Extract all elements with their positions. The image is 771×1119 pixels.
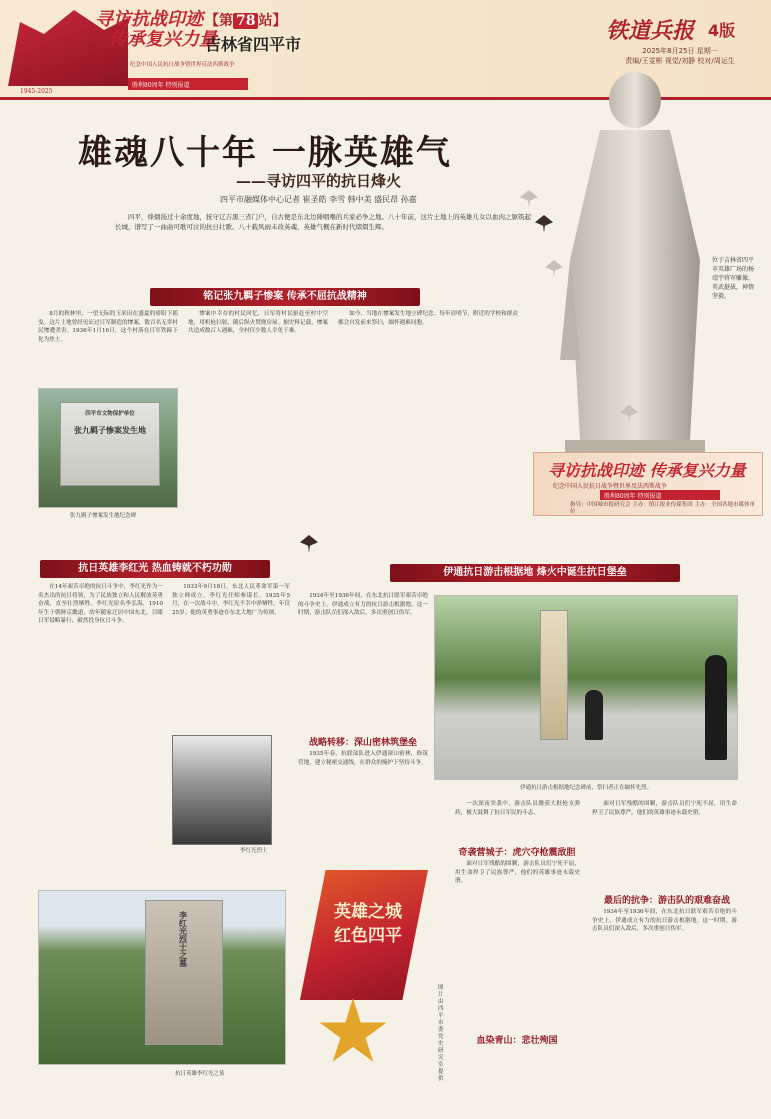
stele-photo-caption: 张九羁子惨案发生地纪念碑 (70, 513, 137, 519)
paper-crane-icon (520, 190, 538, 208)
slogan-subtitle: 纪念中国人民抗日战争暨世界反法西斯战争 (130, 62, 235, 68)
memorial-visit-photo (434, 595, 738, 780)
page-title: 雄魂八十年 一脉英雄气 (78, 133, 452, 173)
station-label: 【第 78 站】 (205, 13, 287, 29)
section-2-column-2: 1933年9月18日，东北人民革命军第一军独立师成立，李红光任师参谋长。1935年5月，在一次战斗中，李红光不幸中弹牺牲，年仅25岁。他的英勇事迹在东北大地广为传颂。 (172, 584, 290, 616)
section-heading-2: 抗日英雄李红光 热血铸就不朽功勋 (40, 560, 270, 578)
series-slogan (95, 10, 217, 50)
section-3-column-4: 面对日军残酷的围剿，游击队员们宁死不屈，用生命捍卫了民族尊严，他们的英雄事迹永载史册。 (455, 861, 580, 885)
section-1-column-3: 如今，当地在惨案发生地立碑纪念。每年清明节，附近的学校和群众都会自发前来祭扫，缅怀遇难同胞。 (338, 311, 518, 326)
station-city: 吉林省四平市 (205, 35, 302, 54)
tomb-photo-caption: 抗日英雄李红光之墓 (175, 1071, 225, 1077)
section-3-column-5: 面对日军残酷的围剿，游击队员们宁死不屈，用生命捍卫了民族尊严，他们的英雄事迹永载史册。 (592, 801, 737, 816)
star-icon (318, 998, 388, 1068)
page-number: 4版 (708, 21, 736, 40)
memorial-monument (540, 610, 568, 740)
paper-crane-icon (300, 535, 318, 553)
newspaper-name: 铁道兵报 (606, 18, 695, 44)
hero-city-slogan: 英雄之城 红色四平 (334, 902, 402, 946)
anniversary-banner: 胜利80周年 特别报道 (128, 78, 248, 90)
section-3-column-2: 1935年春，抗联部队进入伊通深山密林，修筑营地，建立秘密交通线，在群众的掩护下坚持斗争。 (298, 751, 428, 766)
section-3-subheading-1: 战略转移：深山密林筑堡垒 (308, 738, 417, 748)
section-3-subheading-3: 血染青山：悲壮殉国 (476, 1036, 558, 1046)
slogan-line-1: 寻访抗战印迹 (95, 9, 203, 30)
section-3-subheading-4: 最后的抗争：游击队的艰难奋战 (603, 896, 730, 906)
tomb-stele-text: 李红光烈士之墓 (178, 911, 189, 967)
promo-title: 寻访抗战印迹 传承复兴力量 (548, 461, 746, 480)
paper-crane-icon (535, 215, 553, 233)
section-heading-3: 伊通抗日游击根据地 烽火中诞生抗日堡垒 (390, 564, 680, 582)
section-3-column-3: 一次深夜突袭中，游击队员缴获大批枪支弹药，极大鼓舞了抗日军民的斗志。 (455, 801, 580, 816)
section-3-column-6: 1934年至1936年间，在东北抗日联军艰苦卓绝的斗争史上，伊通成立有力的抗日游击根据地。这一时期，游击队员们深入敌后，多次重创日伪军。 (592, 909, 737, 933)
stele-text: 张九羁子惨案发生地 (74, 425, 146, 435)
station-number: 78 (233, 13, 258, 29)
li-hongguang-portrait (172, 735, 272, 845)
memorial-visit-caption: 伊通抗日游击根据地纪念碑前，祭扫者正在缅怀先烈。 (520, 785, 653, 791)
page-subtitle: ——寻访四平的抗日烽火 (236, 172, 402, 190)
intro-paragraph: 四平，烽烟扬过十余度地，抚守辽吉黑三省门户，自古便是东北边陲咽喉的兵家必争之地。八十年前，这片土地上的英雄儿女以血肉之躯筑起长城，谱写了一曲曲可歌可泣的抗日壮歌。八十载风雨未改英魂，英雄气概在新时代熠熠生辉。 (115, 213, 531, 231)
person-figure (585, 690, 603, 740)
tomb-stele (145, 900, 223, 1045)
memorial-stele (60, 402, 160, 486)
section-1-column-2: 惨案中幸存的村民回忆，日军将村民驱赶至村中空地，用机枪扫射，随后纵火焚烧房屋。据史料记载，惨案共造成数百人遇难，全村仅少数人幸免于难。 (188, 311, 328, 335)
slogan-line-2: 传承复兴力量 (109, 29, 217, 50)
section-1-column-1: 8月的秋林里，一望无际的玉米田在盛夏的骄阳下摇曳。这片土地曾经见证过日军制造的惨案，数百名无辜村民惨遭杀害。1936年1月16日，这个村落在日军铁蹄下化为焦土。 (38, 311, 178, 343)
portrait-caption: 李红光烈士 (240, 848, 268, 854)
dateline: 2025年8月25日 星期一 责编/王雯彬 视觉/刘静 校对/周运生 (625, 47, 735, 65)
promo-line: 纪念中国人民抗日战争暨世界反法西斯战争 (553, 483, 668, 490)
years-label: 1945-2025 (20, 88, 53, 95)
image-credit: 图片由四平市委党史研究室提供 (438, 985, 444, 1082)
byline: 四平市融媒体中心记者 崔圣皓 李雪 韩中美 盛民昂 孙嘉 (220, 195, 417, 204)
promo-host: 指导：中国城市报研究会 主办：镇江报业传媒集团 主办：全国各地市媒体单位 (570, 502, 755, 515)
section-3-subheading-2: 奇袭营城子：虎穴夺枪震敌胆 (458, 848, 576, 858)
section-2-column-1: 在14年艰苦卓绝的抗日斗争中，李红光作为一名杰出的抗日将领，为了民族独立和人民解放英勇奋战，直至壮烈牺牲。李红光原名李弘海，1910年生于朝鲜京畿道，幼年随家迁居中国东北，目睹日军侵略暴行，毅然投身抗日斗争。 (38, 584, 163, 625)
section-heading-1: 铭记张九羁子惨案 传承不屈抗战精神 (150, 288, 420, 306)
section-3-column-1: 1934年至1936年间，在东北抗日联军艰苦卓绝的斗争史上，伊通成立有力的抗日游击根据地。这一时期，游击队员们深入敌后，多次重创日伪军。 (298, 593, 428, 617)
promo-banner: 胜利80周年 特别报道 (600, 490, 720, 500)
statue-photo (560, 60, 710, 480)
statue-caption: 位于吉林省四平市英雄广场的杨靖宇将军雕像，英武挺拔，神情坚毅。 (712, 257, 755, 300)
person-figure (705, 655, 727, 760)
stele-small-text: 四平市文物保护单位 (85, 411, 135, 417)
